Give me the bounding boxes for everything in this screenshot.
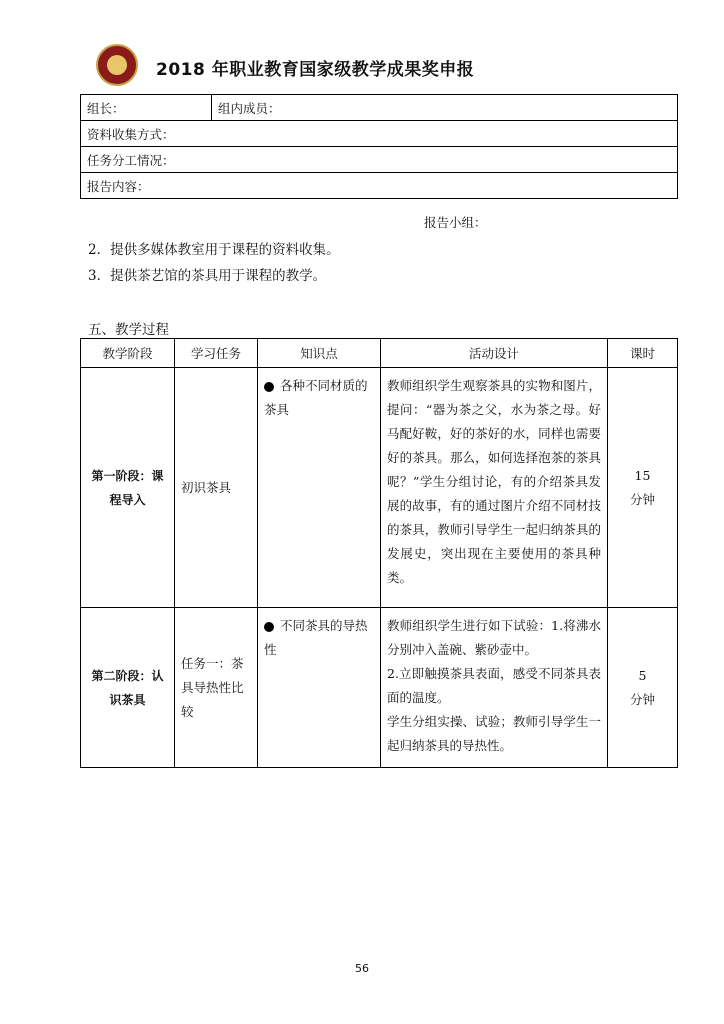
group-report-label: 报告小组： [424,215,487,230]
hours-value: 15 [634,467,651,483]
teaching-process-table [80,338,678,768]
task-cell: 任务一：茶具导热性比较 [175,608,258,768]
hours-value: 5 [638,667,647,683]
knowledge-text: 各种不同材质的茶具 [264,378,368,417]
report-cell: 报告内容： [81,173,678,199]
table-row [81,608,678,768]
school-emblem-icon [96,44,138,86]
activity-cell: 教师组织学生观察茶具的实物和图片，提问：“器为茶之父，水为茶之母。好马配好鞍，好的茶好的水，同样也需要好的茶具。那么，如何选择泡茶的茶具呢？”学生分组讨论，有的介绍茶具发展的故事，有的通过图片介绍不同材技的茶具，教师引导学生一起归纳茶具的发展史，突出现在主要使用的茶具种类。 [381,368,608,608]
leader-cell: 组长： [81,95,212,121]
division-cell: 任务分工情况： [81,147,678,173]
bullet-icon [264,622,274,632]
paragraph: 2．提供多媒体教室用于课程的资料收集。 [88,242,340,258]
group-info-table [80,94,678,199]
bullet-icon [264,382,274,392]
page-number: 56 [355,962,369,975]
stage-cell: 第一阶段：课程导入 [81,368,175,608]
activity-cell [381,608,608,768]
knowledge-text: 不同茶具的导热性 [264,618,368,657]
activity-line: 2.立即触摸茶具表面，感受不同茶具表面的温度。 [387,666,601,705]
members-cell: 组内成员： [212,95,678,121]
column-header: 活动设计 [381,339,608,368]
knowledge-cell [258,608,381,768]
task-cell: 初识茶具 [175,368,258,608]
activity-line: 学生分组实操、试验；教师引导学生一起归纳茶具的导热性。 [387,714,601,753]
hours-unit: 分钟 [629,691,655,707]
table-row [81,368,678,608]
hours-unit: 分钟 [629,491,655,507]
hours-cell [608,368,678,608]
column-header: 课时 [608,339,678,368]
column-header: 知识点 [258,339,381,368]
column-header: 学习任务 [175,339,258,368]
hours-cell [608,608,678,768]
page-header [96,44,696,90]
knowledge-cell [258,368,381,608]
stage-cell: 第二阶段：认识茶具 [81,608,175,768]
paragraph: 3．提供茶艺馆的茶具用于课程的教学。 [88,268,327,284]
collection-cell: 资料收集方式： [81,121,678,147]
header-title: 2018 年职业教育国家级教学成果奖申报 [156,60,475,80]
table-header-row [81,339,678,368]
activity-line: 教师组织学生进行如下试验：1.将沸水分别冲入盖碗、紫砂壶中。 [387,618,601,657]
column-header: 教学阶段 [81,339,175,368]
section-title: 五、教学过程 [88,322,169,338]
